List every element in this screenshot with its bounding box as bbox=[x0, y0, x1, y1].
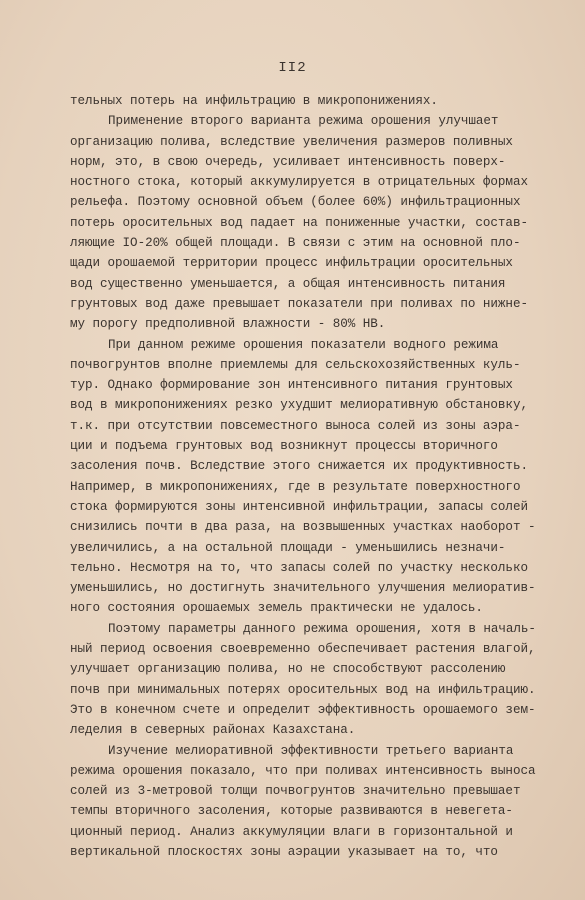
text-line: вод в микропонижениях резко ухудшит мелиоративную обстановку, bbox=[70, 398, 528, 413]
page-number: II2 bbox=[278, 60, 307, 76]
text-line: увеличились, а на остальной площади - уменьшились незначи- bbox=[70, 540, 506, 555]
text-line: организацию полива, вследствие увеличения размеров поливных bbox=[70, 134, 513, 149]
text-line: ностного стока, который аккумулируется в отрицательных формах bbox=[70, 175, 528, 190]
text-line: леделия в северных районах Казахстана. bbox=[70, 723, 356, 738]
text-line: грунтовых вод даже превышает показатели при поливах по нижне- bbox=[70, 296, 528, 311]
text-line: тельных потерь на инфильтрацию в микропонижениях. bbox=[70, 94, 438, 108]
text-line: ного состояния орошаемых земель практически не удалось. bbox=[70, 601, 483, 616]
text-line: т.к. при отсутствии повсеместного выноса солей из зоны аэра- bbox=[70, 418, 521, 433]
text-line: щади орошаемой территории процесс инфильтрации оросительных bbox=[70, 256, 513, 271]
text-line: Изучение мелиоративной эффективности третьего варианта bbox=[108, 743, 514, 758]
text-line: норм, это, в свою очередь, усиливает интенсивность поверх- bbox=[70, 154, 506, 169]
text-line: ционный период. Анализ аккумуляции влаги в горизонтальной и bbox=[70, 824, 513, 839]
text-line: ции и подъема грунтовых вод возникнут процессы вторичного bbox=[70, 439, 498, 454]
text-line: тур. Однако формирование зон интенсивного питания грунтовых bbox=[70, 378, 513, 393]
text-line: Поэтому параметры данного режима орошения, хотя в началь- bbox=[108, 621, 536, 636]
text-line: тельно. Несмотря на то, что запасы солей по участку несколько bbox=[70, 560, 528, 575]
text-line: При данном режиме орошения показатели водного режима bbox=[108, 337, 499, 352]
text-line: снизились почти в два раза, на возвышенных участках наоборот - bbox=[70, 520, 536, 535]
text-line: темпы вторичного засоления, которые развиваются в невегета- bbox=[70, 804, 513, 819]
text-line: почв при минимальных потерях оросительных вод на инфильтрацию. bbox=[70, 682, 536, 697]
text-line: ный период освоения своевременно обеспечивает растения влагой, bbox=[70, 642, 536, 657]
text-line: стока формируются зоны интенсивной инфильтрации, запасы солей bbox=[70, 499, 528, 514]
text-line: потерь оросительных вод падает на пониженные участки, состав- bbox=[70, 215, 528, 230]
body-text bbox=[70, 91, 545, 862]
text-line: Например, в микропонижениях, где в результате поверхностного bbox=[70, 479, 521, 494]
text-line: му порогу предполивной влажности - 80% НВ. bbox=[70, 317, 386, 332]
text-line: вод существенно уменьшается, а общая интенсивность питания bbox=[70, 276, 506, 291]
text-line: почвогрунтов вполне приемлемы для сельскохозяйственных куль- bbox=[70, 357, 521, 372]
text-line: рельефа. Поэтому основной объем (более 60%) инфильтрационных bbox=[70, 195, 521, 210]
text-line: ляющие IO-20% общей площади. В связи с этим на основной пло- bbox=[70, 236, 521, 251]
text-line: солей из 3-метровой толщи почвогрунтов значительно превышает bbox=[70, 784, 521, 799]
text-line: режима орошения показало, что при поливах интенсивность выноса bbox=[70, 763, 536, 778]
text-line: уменьшились, но достигнуть значительного улучшения мелиоратив- bbox=[70, 581, 536, 596]
text-line: Это в конечном счете и определит эффективность орошаемого зем- bbox=[70, 702, 536, 717]
text-line: Применение второго варианта режима орошения улучшает bbox=[108, 114, 499, 129]
text-line: улучшает организацию полива, но не способствуют рассолению bbox=[70, 662, 506, 677]
text-line: засоления почв. Вследствие этого снижается их продуктивность. bbox=[70, 459, 528, 474]
text-line: вертикальной плоскостях зоны аэрации указывает на то, что bbox=[70, 844, 498, 859]
